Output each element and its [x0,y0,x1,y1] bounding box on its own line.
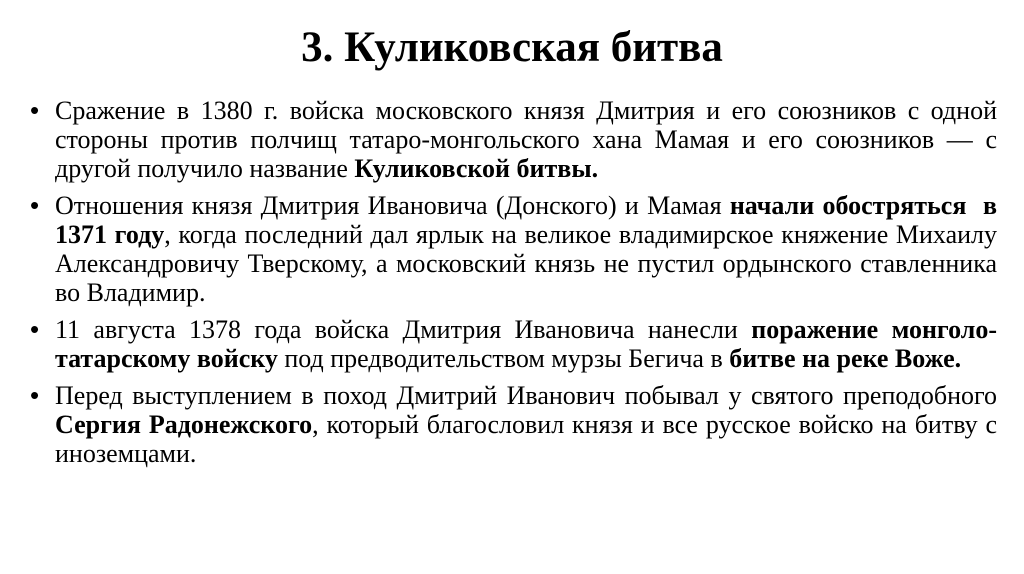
bullet-4-segment-3: , который благословил князя и все русское войско на битву с иноземцами. [55,410,997,468]
bullet-4-bold-name: Сергия Радонежского [55,410,313,439]
bullet-marker: • [30,190,40,220]
bullet-3-segment-1: 11 августа 1378 года войска Дмитрия Ивановича нанесли [55,315,752,344]
bullet-2-segment-1: Отношения князя Дмитрия Ивановича (Донского) и Мамая [55,191,730,220]
bullet-item-2 [30,190,1004,307]
bullet-3-bold-phrase-2: битве на реке Воже. [729,344,962,373]
bullet-marker: • [30,95,40,125]
bullet-2-segment-3: , когда последний дал ярлык на великое владимирское княжение Михаилу Александровичу Тверскому, а московский князь не пустил ордынского ставленника во Владимир. [55,220,998,307]
bullet-item-4 [30,381,997,468]
slide-title: 3. Куликовская битва [301,24,723,71]
bullet-text-4 [55,381,997,468]
bullet-3-bold-phrase-1: поражение монголо-татарскому войску [55,315,997,373]
bullet-item-1 [30,96,997,183]
bullet-1-segment-1: Сражение в 1380 г. войска московского князя Дмитрия и его союзников с одной стороны против полчищ татаро-монгольского хана Мамая и его союзников — с другой получило название [55,96,997,183]
bullet-text-3 [55,315,997,373]
bullet-1-bold-term: Куликовской битвы. [354,154,599,183]
bullet-marker: • [30,314,40,344]
bullet-4-segment-1: Перед выступлением в поход Дмитрий Иванович побывал у святого преподобного [55,381,997,410]
bullet-marker: • [30,380,40,410]
bullet-2-bold-phrase: начали обостряться в 1371 году [55,191,1004,249]
bullet-text-2 [55,191,1004,307]
bullet-item-3 [30,315,997,373]
bullet-list [30,95,1004,476]
bullet-text-1 [55,96,997,183]
bullet-3-segment-3: под предводительством мурзы Бегича в [277,344,730,373]
